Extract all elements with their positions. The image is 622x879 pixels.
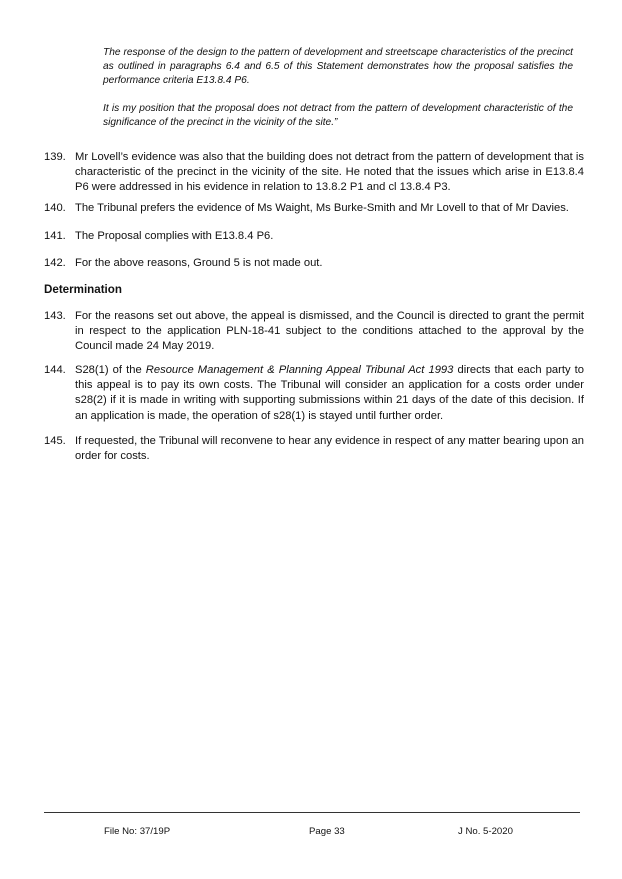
paragraph-143: [44, 309, 584, 355]
footer-judgment-number: J No. 5-2020: [458, 826, 513, 837]
paragraph-text: [75, 363, 584, 424]
text-segment: S28(1) of the: [75, 364, 146, 376]
paragraph-140: [44, 201, 584, 216]
paragraph-144: [44, 363, 584, 424]
section-heading-determination: Determination: [44, 283, 122, 296]
paragraph-text: Mr Lovell’s evidence was also that the building does not detract from the pattern of development that is characteristic of the precinct in the vicinity of the site. He noted that the issues which arise in E13.8.4 P6 were addressed in his evidence in relation to 13.8.2 P1 and cl 13.8.4 P3.: [75, 151, 584, 194]
footer-divider: [44, 812, 580, 813]
paragraph-139: [44, 150, 584, 196]
paragraph-text: The Proposal complies with E13.8.4 P6.: [75, 230, 274, 242]
footer-page-number: Page 33: [309, 826, 345, 837]
paragraph-number: 145.: [44, 435, 66, 447]
paragraph-number: 141.: [44, 230, 66, 242]
paragraph-text: The Tribunal prefers the evidence of Ms Waight, Ms Burke-Smith and Mr Lovell to that of Mr Davies.: [75, 202, 569, 214]
paragraph-142: [44, 256, 584, 271]
quote-paragraph-1: The response of the design to the pattern of development and streetscape characteristics of the precinct as outlined in paragraphs 6.4 and 6.5 of this Statement demonstrates how the proposal satisfies the performance criteria E13.8.4 P6.: [103, 47, 573, 87]
paragraph-145: [44, 434, 584, 464]
paragraph-141: [44, 229, 584, 244]
paragraph-number: 143.: [44, 310, 66, 322]
paragraph-number: 142.: [44, 257, 66, 269]
footer-file-number: File No: 37/19P: [104, 826, 171, 837]
quote-paragraph-2: It is my position that the proposal does not detract from the pattern of development characteristic of the significance of the precinct in the vicinity of the site.”: [103, 103, 573, 129]
paragraph-text: For the above reasons, Ground 5 is not made out.: [75, 257, 323, 269]
paragraph-number: 139.: [44, 151, 66, 163]
text-segment: directs that each party to this appeal is to pay its own costs. The Tribunal will consider an application for a costs order under s28(2) if it is made in writing with supporting submissions within 21 days of the date of this decision. If an application is made, the operation of s28(1) is stayed until further order.: [75, 364, 584, 422]
paragraph-number: 144.: [44, 364, 66, 376]
paragraph-text: If requested, the Tribunal will reconvene to hear any evidence in respect of any matter bearing upon an order for costs.: [75, 435, 584, 463]
act-title: Resource Management & Planning Appeal Tribunal Act 1993: [145, 364, 454, 376]
paragraph-number: 140.: [44, 202, 66, 214]
paragraph-text: For the reasons set out above, the appeal is dismissed, and the Council is directed to grant the permit in respect to the application PLN-18-41 subject to the conditions attached to the approval by the Council made 24 May 2019.: [75, 310, 584, 353]
